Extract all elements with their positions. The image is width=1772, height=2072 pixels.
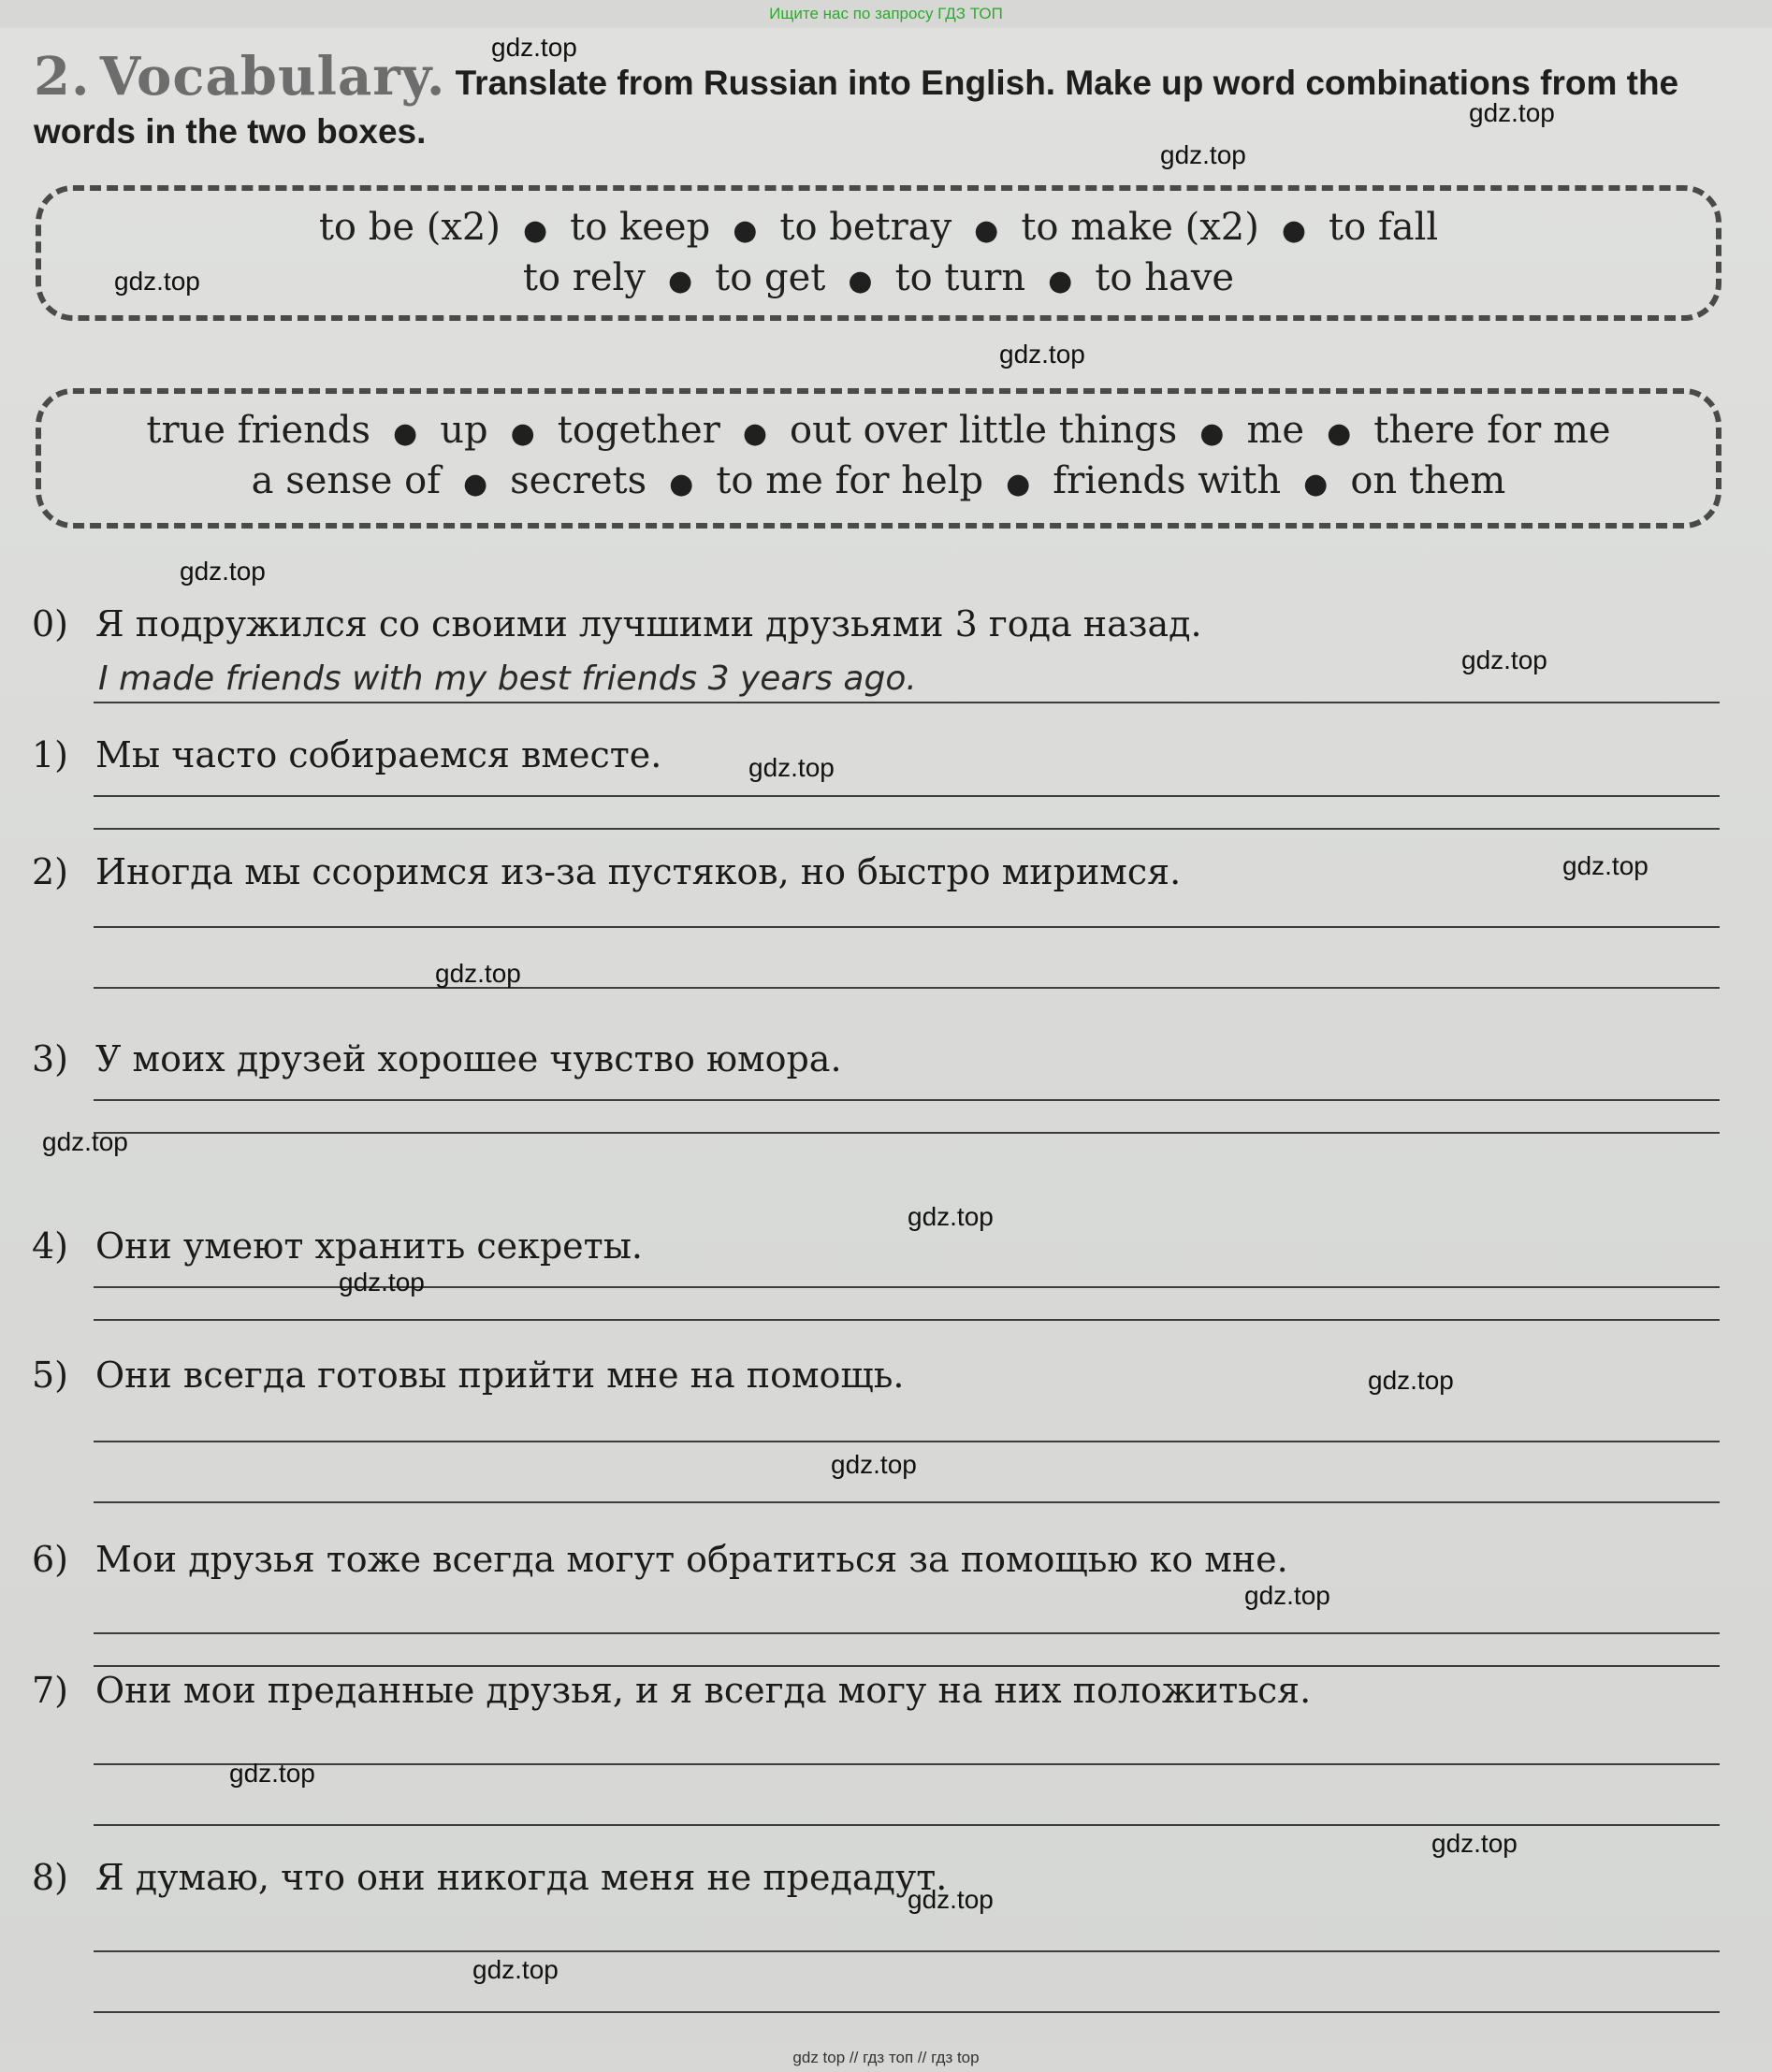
- bullet-icon: ●: [1281, 214, 1307, 247]
- top-banner: [0, 0, 1772, 28]
- task-russian: Они мои преданные друзья, и я всегда могу на них положиться.: [95, 1670, 1312, 1711]
- complements-box: [36, 388, 1721, 529]
- answer-line[interactable]: [94, 2011, 1720, 2013]
- search-promo-link[interactable]: Ищите нас по запросу ГДЗ ТОП: [769, 5, 1003, 22]
- bullet-icon: ●: [669, 468, 694, 500]
- verb-word: to keep: [570, 206, 711, 249]
- complement-word: to me for help: [716, 459, 984, 502]
- answer-line[interactable]: [94, 1501, 1720, 1503]
- task-number: 8): [32, 1857, 69, 1898]
- task-russian: Я думаю, что они никогда меня не предадут.: [95, 1857, 948, 1898]
- watermark: gdz.top: [339, 1268, 425, 1297]
- task-number: 1): [32, 734, 69, 775]
- task-russian: Мы часто собираемся вместе.: [95, 734, 662, 775]
- verb-word: to get: [715, 256, 826, 299]
- task-number: 6): [32, 1539, 69, 1580]
- complements-line-1: [41, 409, 1716, 452]
- answer-line[interactable]: [94, 1132, 1720, 1134]
- bullet-icon: ●: [1006, 468, 1031, 500]
- footer: gdz top // гдз топ // гдз top: [792, 2049, 980, 2066]
- answer-line[interactable]: [94, 1763, 1720, 1765]
- bullet-icon: ●: [848, 265, 873, 297]
- task-number: 2): [32, 851, 69, 892]
- verbs-line-2: [41, 256, 1716, 299]
- complement-word: up: [440, 409, 488, 452]
- answer-line[interactable]: [94, 1441, 1720, 1442]
- watermark: gdz.top: [491, 33, 577, 62]
- answer-line[interactable]: [94, 926, 1720, 928]
- complement-word: together: [557, 409, 720, 452]
- exercise-instruction: Translate from Russian into English. Make up word combinations from the words in the two boxes.: [34, 64, 1679, 151]
- answer-line[interactable]: [94, 1824, 1720, 1826]
- verb-word: to betray: [779, 206, 952, 249]
- task-0: [32, 603, 1202, 645]
- watermark: gdz.top: [435, 959, 521, 988]
- complements-line-2: [41, 459, 1716, 502]
- task-7: [32, 1670, 1311, 1711]
- task-number: 4): [32, 1225, 69, 1267]
- watermark: gdz.top: [748, 753, 835, 782]
- complement-word: secrets: [510, 459, 647, 502]
- task-4: [32, 1225, 643, 1267]
- task-russian: Иногда мы ссоримся из-за пустяков, но быстро миримся.: [95, 851, 1182, 892]
- task-number: 7): [32, 1670, 69, 1711]
- bullet-icon: ●: [462, 468, 488, 500]
- watermark: gdz.top: [1562, 851, 1649, 880]
- complement-word: on them: [1350, 459, 1506, 502]
- bullet-icon: ●: [974, 214, 999, 247]
- task-russian: Я подружился со своими лучшими друзьями 3 года назад.: [95, 603, 1202, 645]
- verb-word: to fall: [1329, 206, 1439, 249]
- complement-word: friends with: [1053, 459, 1282, 502]
- answer-line[interactable]: [94, 1632, 1720, 1634]
- verb-word: to have: [1095, 256, 1235, 299]
- exercise-title: Vocabulary.: [99, 46, 446, 108]
- watermark: gdz.top: [1431, 1829, 1518, 1858]
- complement-word: there for me: [1373, 409, 1611, 452]
- watermark: gdz.top: [908, 1202, 994, 1231]
- answer-line[interactable]: [94, 1099, 1720, 1101]
- task-8: [32, 1857, 947, 1898]
- watermark: gdz.top: [831, 1450, 917, 1479]
- watermark: gdz.top: [908, 1885, 994, 1914]
- task-russian: У моих друзей хорошее чувство юмора.: [95, 1038, 842, 1079]
- watermark: gdz.top: [1461, 645, 1547, 674]
- answer-line[interactable]: [94, 1319, 1720, 1321]
- task-number: 3): [32, 1038, 69, 1079]
- task-russian: Они всегда готовы прийти мне на помощь.: [95, 1355, 905, 1396]
- verb-word: to make (x2): [1021, 206, 1259, 249]
- answer-line[interactable]: [94, 1665, 1720, 1667]
- answer-line[interactable]: [94, 1286, 1720, 1288]
- task-number: 0): [32, 603, 69, 645]
- exercise-number: 2.: [34, 46, 91, 108]
- answer-line[interactable]: [94, 702, 1720, 703]
- answer-line[interactable]: [94, 1950, 1720, 1952]
- watermark: gdz.top: [472, 1955, 559, 1984]
- watermark: gdz.top: [229, 1759, 315, 1788]
- complement-word: out over little things: [790, 409, 1178, 452]
- bullet-icon: ●: [1327, 417, 1352, 450]
- answer-line[interactable]: [94, 795, 1720, 797]
- bullet-icon: ●: [733, 214, 758, 247]
- complement-word: a sense of: [251, 459, 441, 502]
- task-russian: Мои друзья тоже всегда могут обратиться за помощью ко мне.: [95, 1539, 1288, 1580]
- verb-word: to turn: [894, 256, 1026, 299]
- task-number: 5): [32, 1355, 69, 1396]
- answer-line[interactable]: [94, 828, 1720, 830]
- watermark: gdz.top: [1469, 98, 1555, 127]
- bullet-icon: ●: [522, 214, 548, 247]
- bullet-icon: ●: [1303, 468, 1329, 500]
- bullet-icon: ●: [1199, 417, 1225, 450]
- bullet-icon: ●: [1048, 265, 1073, 297]
- task-6: [32, 1539, 1288, 1580]
- complement-word: me: [1246, 409, 1305, 452]
- task-0-answer: I made friends with my best friends 3 years ago.: [98, 659, 917, 698]
- task-2: [32, 851, 1181, 892]
- task-russian: Они умеют хранить секреты.: [95, 1225, 644, 1267]
- bullet-icon: ●: [393, 417, 418, 450]
- task-3: [32, 1038, 842, 1079]
- workbook-page: [0, 28, 1772, 2044]
- watermark: gdz.top: [114, 267, 200, 296]
- task-5: [32, 1355, 904, 1396]
- complement-word: true friends: [146, 409, 371, 452]
- watermark: gdz.top: [1244, 1581, 1330, 1610]
- watermark: gdz.top: [1160, 140, 1246, 169]
- watermark: gdz.top: [180, 557, 266, 586]
- watermark: gdz.top: [1368, 1366, 1454, 1395]
- answer-line[interactable]: [94, 987, 1720, 989]
- verb-word: to be (x2): [318, 206, 501, 249]
- bullet-icon: ●: [510, 417, 535, 450]
- task-1: [32, 734, 661, 775]
- watermark: gdz.top: [999, 340, 1085, 369]
- verb-word: to rely: [522, 256, 646, 299]
- verbs-line-1: [41, 206, 1716, 249]
- bullet-icon: ●: [667, 265, 693, 297]
- verbs-box: [36, 185, 1721, 321]
- watermark: gdz.top: [42, 1127, 128, 1156]
- bullet-icon: ●: [742, 417, 768, 450]
